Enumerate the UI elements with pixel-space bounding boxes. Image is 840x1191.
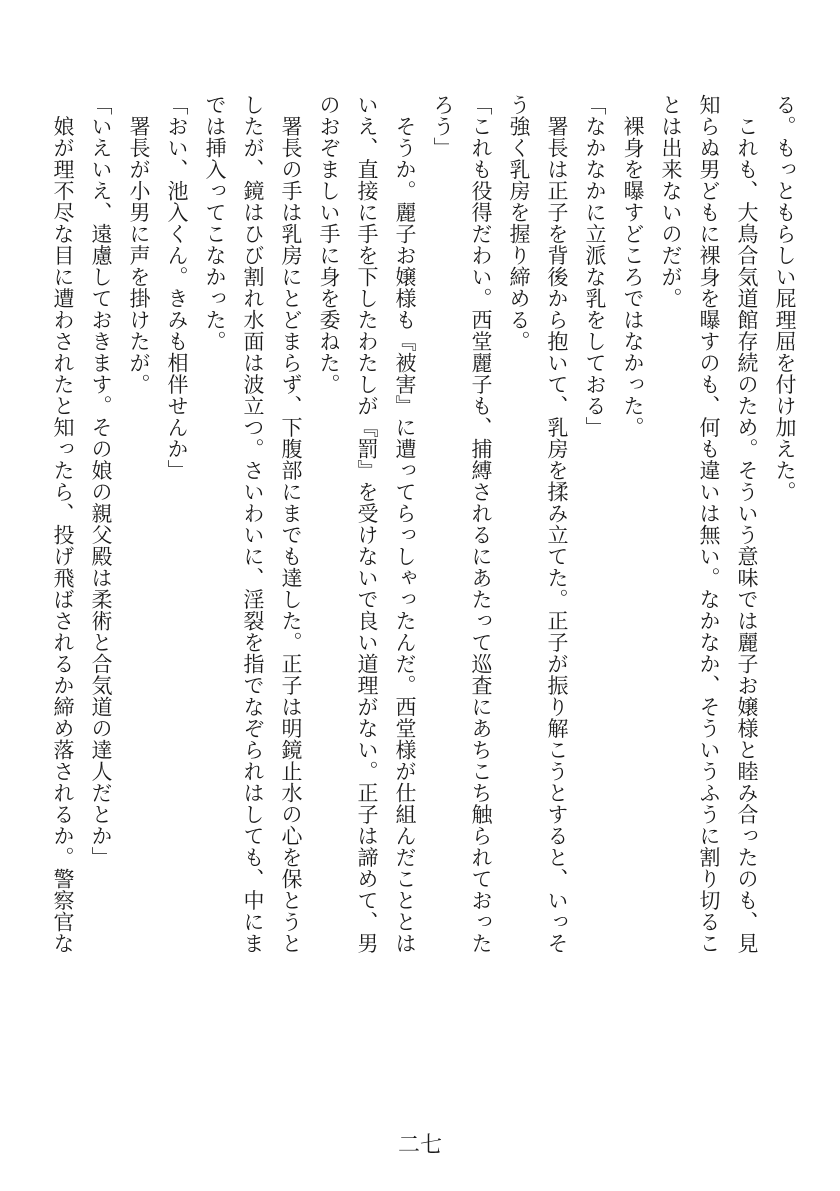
text-line: 「これも役得だわい。西堂麗子も、捕縛されるにあたって巡査にあちこち触られておった — [469, 94, 493, 954]
text-line: 知らぬ男どもに裸身を曝すのも、何も違いは無い。なかなか、そういうふうに割り切るこ — [697, 94, 721, 954]
text-line: 署長は正子を背後から抱いて、乳房を揉み立てた。正子が振り解こうとすると、いっそ — [545, 94, 569, 954]
text-line: のおぞましい手に身を委ねた。 — [317, 94, 341, 395]
text-line: う強く乳房を握り締める。 — [507, 94, 531, 352]
text-line: 裸身を曝すどころではなかった。 — [621, 94, 645, 438]
text-line: これも、大鳥合気道館存続のため。そういう意味では麗子お嬢様と睦み合ったのも、見 — [735, 94, 759, 954]
text-line: したが、鏡はひび割れ水面は波立つ。さいわいに、淫裂を指でなぞられはしても、中にま — [241, 94, 265, 954]
text-line: ろう」 — [431, 94, 455, 159]
text-line: る。もっともらしい屁理屈を付け加えた。 — [773, 94, 797, 503]
text-line: 娘が理不尽な目に遭わされたと知ったら、投げ飛ばされるか締め落されるか。警察官な — [51, 94, 75, 954]
page-number: 二七 — [397, 1133, 442, 1158]
text-line: いえ、直接に手を下したわたしが『罰』を受けないで良い道理がない。正子は諦めて、男 — [355, 94, 379, 954]
text-line: 「なかなかに立派な乳をしておる」 — [583, 94, 607, 438]
text-line: 「おい、池入くん。きみも相伴せんか」 — [165, 94, 189, 481]
text-line: 「いえいえ、遠慮しておきます。その娘の親父殿は柔術と合気道の達人だとか」 — [89, 94, 113, 868]
text-line: 署長の手は乳房にとどまらず、下腹部にまでも達した。正子は明鏡止水の心を保とうと — [279, 94, 303, 954]
text-line: 署長が小男に声を掛けたが。 — [127, 94, 151, 395]
text-line: とは出来ないのだが。 — [659, 94, 683, 309]
vertical-text-body — [44, 94, 804, 1004]
text-line: では挿入ってこなかった。 — [203, 94, 227, 352]
text-line: そうか。麗子お嬢様も『被害』に遭ってらっしゃったんだ。西堂様が仕組んだこととは — [393, 94, 417, 954]
